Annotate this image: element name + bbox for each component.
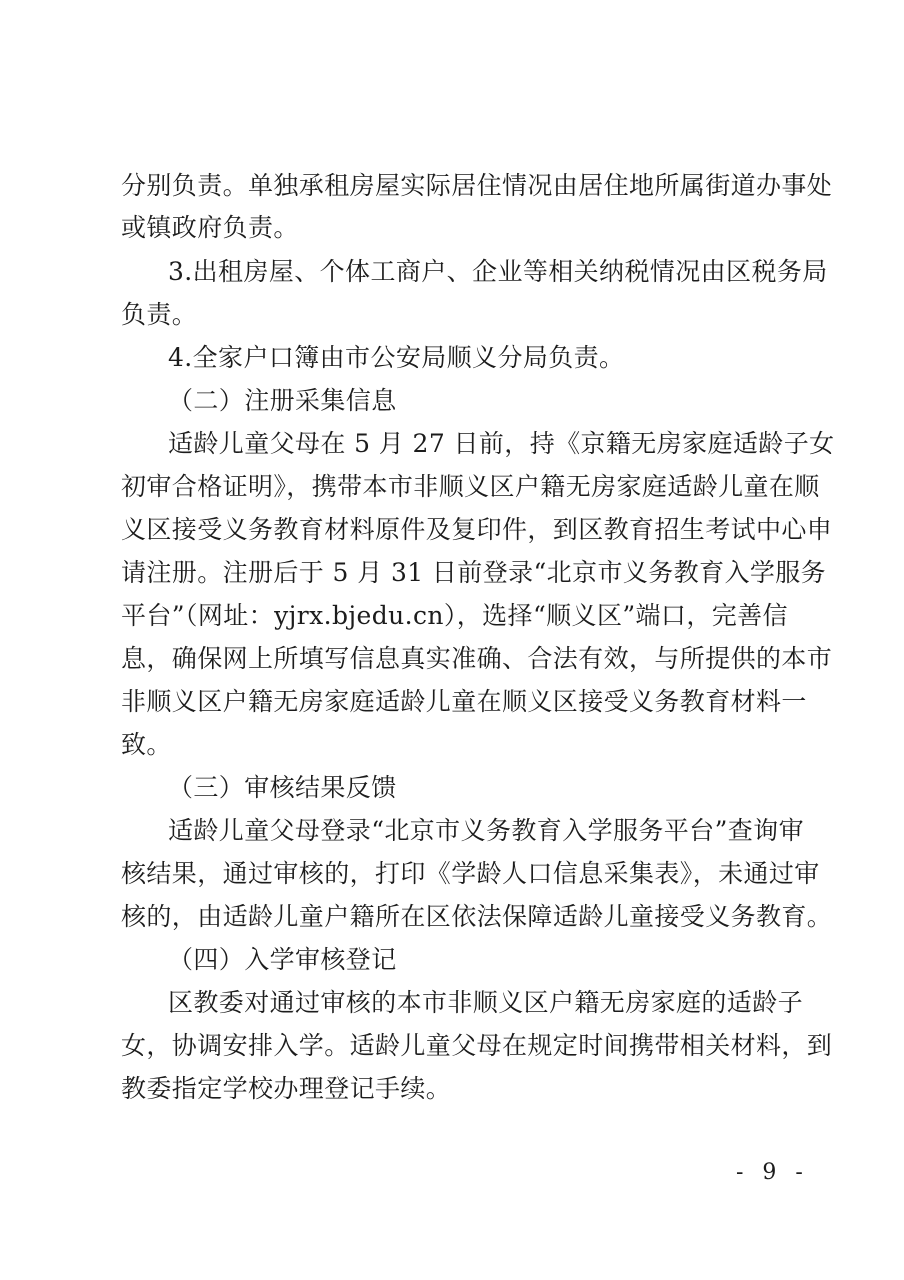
section-heading: （三）审核结果反馈 bbox=[168, 773, 397, 802]
text-line: 分别负责。单独承租房屋实际居住情况由居住地所属街道办事处 bbox=[121, 171, 833, 200]
page-number: - 9 - bbox=[736, 1160, 809, 1185]
text-line: 请注册。注册后于 5 月 31 日前登录“北京市义务教育入学服务 bbox=[121, 558, 827, 587]
text-line: 3.出租房屋、个体工商户、企业等相关纳税情况由区税务局 bbox=[168, 257, 828, 286]
text-line: 核的，由适龄儿童户籍所在区依法保障适龄儿童接受义务教育。 bbox=[121, 902, 833, 931]
text-line: 4.全家户口簿由市公安局顺义分局负责。 bbox=[168, 343, 625, 372]
text-line: 义区接受义务教育材料原件及复印件，到区教育招生考试中心申 bbox=[121, 515, 833, 544]
section-heading: （四）入学审核登记 bbox=[168, 945, 397, 974]
text-line: 核结果，通过审核的，打印《学龄人口信息采集表》，未通过审 bbox=[121, 859, 820, 888]
text-line: 息，确保网上所填写信息真实准确、合法有效，与所提供的本市 bbox=[121, 644, 833, 673]
text-line: 致。 bbox=[121, 730, 172, 759]
text-line: 区教委对通过审核的本市非顺义区户籍无房家庭的适龄子 bbox=[168, 988, 804, 1017]
text-line: 女，协调安排入学。适龄儿童父母在规定时间携带相关材料，到 bbox=[121, 1031, 833, 1060]
section-heading: （二）注册采集信息 bbox=[168, 386, 397, 415]
text-line: 平台”（网址：yjrx.bjedu.cn），选择“顺义区”端口，完善信 bbox=[121, 601, 788, 630]
text-line: 或镇政府负责。 bbox=[121, 213, 299, 242]
text-line: 初审合格证明》，携带本市非顺义区户籍无房家庭适龄儿童在顺 bbox=[121, 472, 820, 501]
text-line: 适龄儿童父母登录“北京市义务教育入学服务平台”查询审 bbox=[168, 816, 804, 845]
text-line: 负责。 bbox=[121, 300, 198, 329]
text-line: 适龄儿童父母在 5 月 27 日前，持《京籍无房家庭适龄子女 bbox=[168, 429, 835, 458]
text-line: 教委指定学校办理登记手续。 bbox=[121, 1074, 452, 1103]
text-line: 非顺义区户籍无房家庭适龄儿童在顺义区接受义务教育材料一 bbox=[121, 687, 807, 716]
